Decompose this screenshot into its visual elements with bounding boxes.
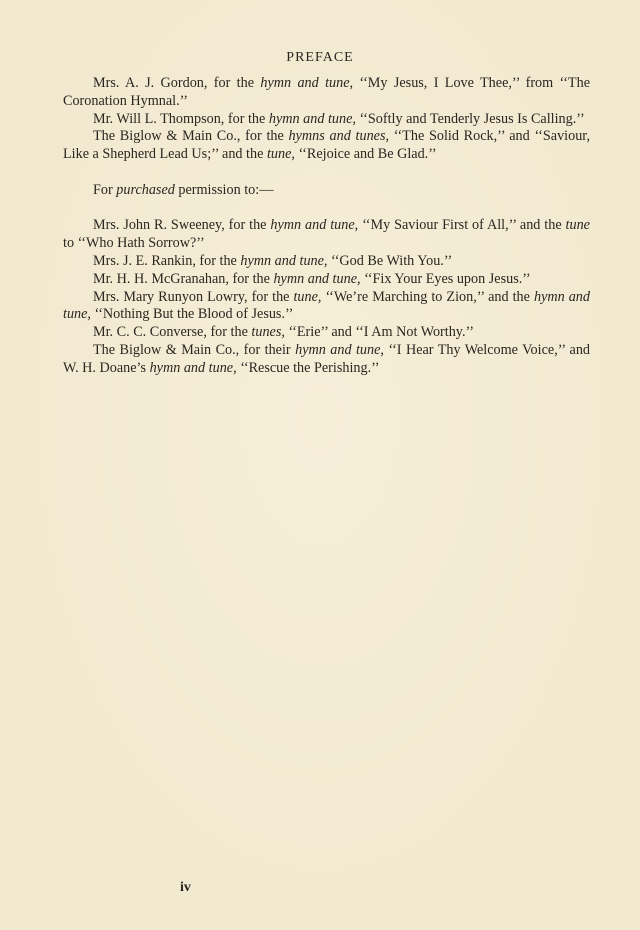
paragraph-lowry: Mrs. Mary Runyon Lowry, for the tune, ‘‘We’re Marching to Zion,’’ and the hymn and tune, ‘‘Nothing But the Blood of Jesus.’’	[63, 288, 590, 323]
paragraph-purchased-intro: For purchased permission to:—	[93, 181, 274, 198]
paragraph-mcgranahan: Mr. H. H. McGranahan, for the hymn and tune, ‘‘Fix Your Eyes upon Jesus.’’	[93, 270, 531, 287]
paragraph-rankin: Mrs. J. E. Rankin, for the hymn and tune, ‘‘God Be With You.’’	[93, 252, 453, 269]
paragraph-gordon: Mrs. A. J. Gordon, for the hymn and tune, ‘‘My Jesus, I Love Thee,’’ from ‘‘The Coronation Hymnal.’’	[63, 75, 590, 109]
preface-body	[63, 75, 590, 378]
paragraph-converse: Mr. C. C. Converse, for the tunes, ‘‘Erie’’ and ‘‘I Am Not Worthy.’’	[93, 324, 474, 341]
paragraph-biglow-main-2: The Biglow & Main Co., for their hymn and tune, ‘‘I Hear Thy Welcome Voice,’’ and W. H. Doane’s hymn and tune, ‘‘Rescue the Perishing.’’	[63, 341, 591, 376]
page-title: PREFACE	[286, 50, 354, 65]
paragraph-sweeney: Mrs. John R. Sweeney, for the hymn and tune, ‘‘My Saviour First of All,’’ and the tune to ‘‘Who Hath Sorrow?’’	[63, 217, 590, 252]
paragraph-biglow-main-1: The Biglow & Main Co., for the hymns and tunes, ‘‘The Solid Rock,’’ and ‘‘Saviour, Like a Shepherd Lead Us;’’ and the tune, ‘‘Rejoice and Be Glad.’’	[63, 128, 590, 163]
paragraph-thompson: Mr. Will L. Thompson, for the hymn and tune, ‘‘Softly and Tenderly Jesus Is Calling.’’	[93, 110, 585, 127]
page-number: iv	[180, 880, 191, 895]
